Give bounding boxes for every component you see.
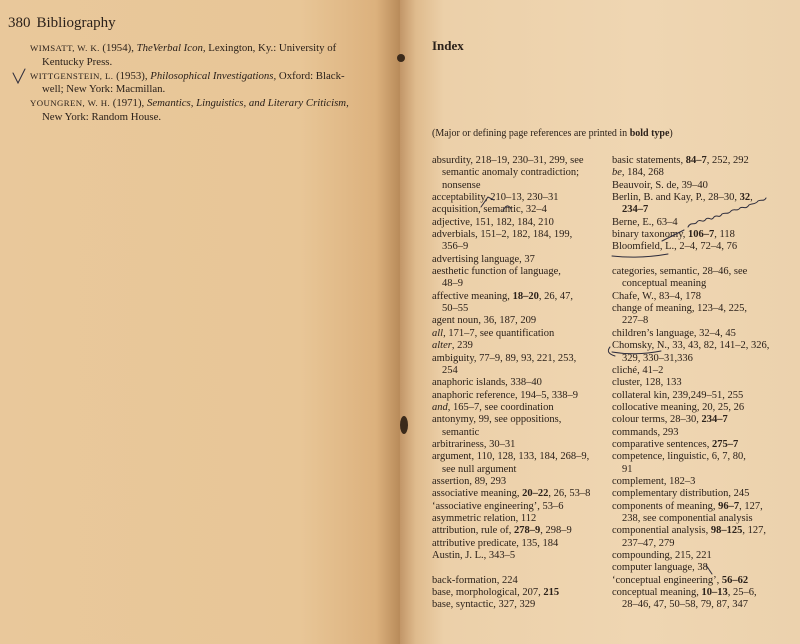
index-line: [432, 575, 610, 587]
index-text: nonsense: [442, 179, 481, 191]
index-text: , 25–6,: [727, 587, 757, 599]
index-text: antonymy, 99, see oppositions,: [432, 414, 562, 426]
index-text: acquisition, semantic, 32–4: [432, 204, 547, 216]
index-bold-ref: 96–7: [718, 500, 740, 512]
index-text: commands, 293: [612, 426, 679, 438]
index-entry: [432, 229, 610, 254]
index-entry: [612, 550, 796, 562]
index-line: [432, 402, 610, 414]
index-text: 254: [442, 364, 458, 376]
index-text: assertion, 89, 293: [432, 475, 507, 487]
index-text: semantic anomaly contradiction;: [442, 167, 580, 179]
index-note: [432, 128, 673, 139]
index-entry: [432, 266, 610, 291]
bibliography-entry: [30, 42, 390, 70]
note-end: ): [669, 128, 673, 139]
index-line: [612, 303, 796, 315]
index-line: [432, 501, 610, 513]
index-text: cluster, 128, 133: [612, 377, 682, 389]
index-text: children’s language, 32–4, 45: [612, 327, 736, 339]
index-entry: [432, 575, 610, 587]
index-text: , 26, 47,: [538, 290, 573, 302]
running-head: [8, 15, 116, 32]
index-entry: [612, 229, 796, 241]
index-text: 237–47, 279: [622, 537, 675, 549]
index-line: [432, 414, 610, 426]
index-line: [612, 180, 796, 192]
index-line: [612, 599, 796, 611]
index-text: semantic: [442, 426, 480, 438]
index-line: [432, 217, 610, 229]
index-bold-ref: 275–7: [712, 438, 739, 450]
index-text: complement, 182–3: [612, 475, 696, 487]
index-line: [612, 365, 796, 377]
index-line: [612, 229, 796, 241]
index-line: [432, 451, 610, 463]
entry-author: WITTGENSTEIN, L.: [30, 70, 114, 81]
index-entry: [612, 562, 796, 574]
index-text: , 127,: [742, 525, 766, 537]
index-text: 227–8: [622, 315, 649, 327]
index-entry: [612, 575, 796, 587]
index-bold-ref: 32: [739, 192, 751, 204]
index-bold-ref: 56–62: [721, 574, 749, 586]
index-line: [612, 439, 796, 451]
index-line: [612, 525, 796, 537]
index-line: [612, 464, 796, 476]
index-line: [432, 390, 610, 402]
index-entry: [612, 291, 796, 303]
index-entry: [612, 155, 796, 167]
index-line: [612, 562, 796, 574]
bibliography-line: [30, 97, 390, 111]
index-entry: [432, 390, 610, 402]
index-line: [612, 390, 796, 402]
index-text: advertising language, 37: [432, 253, 535, 265]
index-text: anaphoric islands, 338–40: [432, 377, 542, 389]
index-text: , 118: [714, 229, 735, 241]
index-text: arbitrariness, 30–31: [432, 438, 516, 450]
index-text: competence, linguistic, 6, 7, 80,: [612, 451, 746, 463]
index-line: [432, 204, 610, 216]
index-entry: [612, 340, 796, 365]
index-line: [432, 377, 610, 389]
index-text: Beauvoir, S. de, 39–40: [612, 179, 708, 191]
index-bold-ref: 215: [543, 587, 560, 599]
entry-year: (1971),: [112, 97, 145, 110]
index-letter-group: [432, 575, 610, 612]
index-text: ‘associative engineering’, 53–6: [432, 500, 564, 512]
index-entry: [432, 402, 610, 414]
bibliography-list: [30, 42, 390, 125]
index-text: 329, 330–31,336: [622, 352, 693, 364]
index-text: basic statements,: [612, 155, 686, 166]
index-column-right: [612, 155, 796, 612]
index-line: [612, 340, 796, 352]
index-entry: [612, 501, 796, 526]
index-line: [612, 587, 796, 599]
index-text: conceptual meaning: [622, 278, 707, 290]
index-line: [432, 266, 610, 278]
index-line: [612, 538, 796, 550]
index-text: ,: [750, 192, 753, 204]
index-entry: [612, 402, 796, 414]
index-bold-ref: 84–7: [685, 155, 707, 166]
index-text: comparative sentences,: [612, 438, 712, 450]
index-entry: [432, 217, 610, 229]
index-line: [612, 204, 796, 216]
index-line: [612, 488, 796, 500]
index-entry: [432, 291, 610, 316]
index-line: [612, 377, 796, 389]
index-text: components of meaning,: [612, 500, 719, 512]
index-line: [612, 353, 796, 365]
index-entry: [432, 538, 610, 550]
index-line: [612, 427, 796, 439]
index-column-left: [432, 155, 610, 612]
index-entry: [612, 192, 796, 217]
entry-title: TheVerbal Icon,: [136, 42, 206, 54]
index-entry: [612, 365, 796, 377]
index-text: ambiguity, 77–9, 89, 93, 221, 253,: [432, 352, 577, 364]
index-letter-group: [612, 266, 796, 612]
index-line: [432, 538, 610, 550]
index-line: [432, 464, 610, 476]
index-line: [432, 476, 610, 488]
entry-author: WIMSATT, W. K.: [30, 43, 100, 53]
index-italic-term: alter: [432, 340, 452, 352]
index-text: base, morphological, 207,: [432, 587, 544, 599]
index-text: argument, 110, 128, 133, 184, 268–9,: [432, 451, 590, 463]
page-number: 380: [8, 15, 31, 31]
index-text: 50–55: [442, 303, 469, 315]
entry-title: Philosophical Investigations,: [150, 69, 277, 82]
index-line: [432, 587, 610, 599]
index-italic-term: all: [432, 327, 444, 339]
index-entry: [612, 488, 796, 500]
entry-author: YOUNGREN, W. H.: [30, 98, 111, 109]
index-entry: [432, 439, 610, 451]
index-line: [612, 501, 796, 513]
index-entry: [612, 414, 796, 426]
index-text: agent noun, 36, 187, 209: [432, 315, 537, 327]
index-entry: [432, 501, 610, 513]
index-line: [432, 427, 610, 439]
index-line: [432, 513, 610, 525]
page-heading: Bibliography: [36, 15, 116, 31]
index-line: [612, 328, 796, 340]
index-text: binary taxonomy,: [612, 229, 689, 241]
index-line: [612, 217, 796, 229]
entry-publisher: Oxford: Black-: [278, 69, 345, 82]
entry-title: Semantics, Linguistics, and Literary Criticism,: [146, 97, 349, 110]
index-text: see null argument: [442, 463, 517, 475]
note-bold: bold type: [629, 128, 670, 139]
index-text: Chomsky, N., 33, 43, 82, 141–2, 326,: [612, 340, 770, 352]
index-entry: [432, 513, 610, 525]
index-entry: [612, 390, 796, 402]
index-text: ‘conceptual engineering’,: [612, 574, 722, 586]
index-line: [432, 340, 610, 352]
index-text: attribution, rule of,: [432, 525, 514, 537]
entry-continuation: New York: Random House.: [42, 110, 162, 123]
index-line: [612, 266, 796, 278]
index-line: [432, 550, 610, 562]
index-letter-group: [432, 155, 610, 562]
index-line: [432, 315, 610, 327]
index-line: [432, 291, 610, 303]
index-line: [612, 402, 796, 414]
index-bold-ref: 234–7: [622, 204, 649, 216]
index-entry: [432, 155, 610, 192]
index-entry: [432, 377, 610, 389]
index-entry: [432, 451, 610, 476]
index-text: adverbials, 151–2, 182, 184, 199,: [432, 229, 573, 241]
entry-continuation: Kentucky Press.: [42, 55, 113, 68]
index-text: , 184, 268: [621, 167, 664, 179]
index-title: Index: [432, 38, 464, 53]
index-line: [612, 476, 796, 488]
index-line: [612, 550, 796, 562]
index-entry: [432, 476, 610, 488]
index-text: , 239: [451, 340, 473, 352]
index-line: [432, 167, 610, 179]
index-text: , 127,: [739, 500, 763, 512]
index-text: Berne, E., 63–4: [612, 216, 678, 228]
index-text: , 171–7, see quantification: [443, 327, 555, 339]
index-entry: [432, 315, 610, 327]
index-text: absurdity, 218–19, 230–31, 299, see: [432, 155, 584, 166]
index-bold-ref: 10–13: [701, 587, 728, 599]
index-text: attributive predicate, 135, 184: [432, 537, 559, 549]
index-entry: [432, 414, 610, 439]
index-text: conceptual meaning,: [612, 587, 702, 599]
index-text: collateral kin, 239,249–51, 255: [612, 389, 744, 401]
index-line: [432, 155, 610, 167]
index-line: [432, 365, 610, 377]
index-line: [612, 315, 796, 327]
index-entry: [432, 525, 610, 537]
index-line: [432, 278, 610, 290]
bibliography-line: [30, 70, 390, 84]
index-bold-ref: 234–7: [701, 414, 728, 426]
note-text: (Major or defining page references are printed in: [432, 128, 630, 139]
entry-year: (1954),: [102, 42, 134, 54]
index-line: [432, 241, 610, 253]
index-line: [432, 328, 610, 340]
index-entry: [432, 550, 610, 562]
index-entry: [612, 303, 796, 328]
index-text: asymmetric relation, 112: [432, 512, 537, 524]
index-line: [432, 525, 610, 537]
index-entry: [432, 599, 610, 611]
index-entry: [612, 427, 796, 439]
entry-continuation: well; New York: Macmillan.: [42, 83, 166, 96]
index-text: collocative meaning, 20, 25, 26: [612, 401, 745, 413]
index-line: [612, 291, 796, 303]
index-line: [432, 192, 610, 204]
index-text: Chafe, W., 83–4, 178: [612, 290, 701, 302]
index-bold-ref: 278–9: [513, 525, 541, 537]
index-entry: [612, 451, 796, 476]
index-line: [432, 180, 610, 192]
index-line: [432, 254, 610, 266]
index-entry: [612, 476, 796, 488]
index-text: Berlin, B. and Kay, P., 28–30,: [612, 192, 740, 204]
entry-publisher: Lexington, Ky.: University of: [208, 42, 337, 54]
index-text: acceptability, 210–13, 230–31: [432, 192, 559, 204]
index-text: associative meaning,: [432, 488, 523, 500]
index-entry: [612, 328, 796, 340]
index-line: [612, 414, 796, 426]
index-entry: [432, 587, 610, 599]
index-entry: [612, 439, 796, 451]
index-line: [612, 167, 796, 179]
index-text: 91: [622, 463, 633, 475]
index-text: back-formation, 224: [432, 574, 518, 586]
index-text: anaphoric reference, 194–5, 338–9: [432, 389, 579, 401]
index-entry: [612, 587, 796, 612]
index-entry: [432, 340, 610, 352]
index-bold-ref: 20–22: [522, 488, 549, 500]
index-text: categories, semantic, 28–46, see: [612, 266, 748, 278]
index-text: base, syntactic, 327, 329: [432, 599, 536, 611]
index-line: [432, 439, 610, 451]
index-text: , 26, 53–8: [548, 488, 591, 500]
index-text: 238, see componential analysis: [622, 512, 753, 524]
index-text: 28–46, 47, 50–58, 79, 87, 347: [622, 599, 748, 611]
index-entry: [612, 167, 796, 179]
index-line: [432, 353, 610, 365]
index-entry: [432, 192, 610, 204]
index-line: [612, 241, 796, 253]
index-entry: [432, 353, 610, 378]
index-text: , 165–7, see coordination: [447, 401, 554, 413]
index-entry: [612, 377, 796, 389]
bibliography-line: [30, 42, 390, 56]
index-letter-group: [612, 155, 796, 254]
index-line: [612, 155, 796, 167]
index-entry: [612, 525, 796, 550]
index-line: [612, 451, 796, 463]
index-italic-term: and: [432, 401, 448, 413]
index-entry: [612, 180, 796, 192]
entry-year: (1953),: [116, 69, 148, 82]
index-text: affective meaning,: [432, 290, 513, 302]
index-text: componential analysis,: [612, 525, 711, 537]
index-line: [612, 278, 796, 290]
index-line: [432, 229, 610, 241]
bibliography-entry: [30, 97, 390, 125]
index-text: adjective, 151, 182, 184, 210: [432, 216, 554, 228]
index-text: Austin, J. L., 343–5: [432, 550, 516, 561]
index-line: [612, 192, 796, 204]
index-text: 356–9: [442, 241, 469, 253]
index-entry: [432, 204, 610, 216]
index-text: 48–9: [442, 278, 463, 290]
index-bold-ref: 18–20: [512, 290, 539, 302]
index-bold-ref: 98–125: [710, 525, 743, 537]
index-line: [432, 303, 610, 315]
index-italic-term: be: [612, 167, 622, 179]
index-text: complementary distribution, 245: [612, 488, 750, 500]
index-line: [612, 513, 796, 525]
bibliography-entry: [30, 70, 390, 98]
index-text: change of meaning, 123–4, 225,: [612, 303, 748, 315]
index-entry: [612, 266, 796, 291]
index-text: aesthetic function of language,: [432, 266, 561, 278]
index-text: Bloomfield, L., 2–4, 72–4, 76: [612, 241, 738, 253]
index-text: , 298–9: [540, 525, 572, 537]
index-entry: [432, 328, 610, 340]
index-line: [612, 575, 796, 587]
index-line: [432, 488, 610, 500]
index-entry: [612, 241, 796, 253]
index-entry: [432, 488, 610, 500]
index-bold-ref: 106–7: [688, 229, 715, 241]
index-entry: [612, 217, 796, 229]
index-text: colour terms, 28–30,: [612, 414, 702, 426]
index-text: , 252, 292: [706, 155, 749, 166]
index-text: computer language, 38: [612, 562, 708, 574]
index-text: compounding, 215, 221: [612, 550, 712, 561]
index-line: [432, 599, 610, 611]
index-entry: [432, 254, 610, 266]
index-text: cliché, 41–2: [612, 364, 664, 376]
